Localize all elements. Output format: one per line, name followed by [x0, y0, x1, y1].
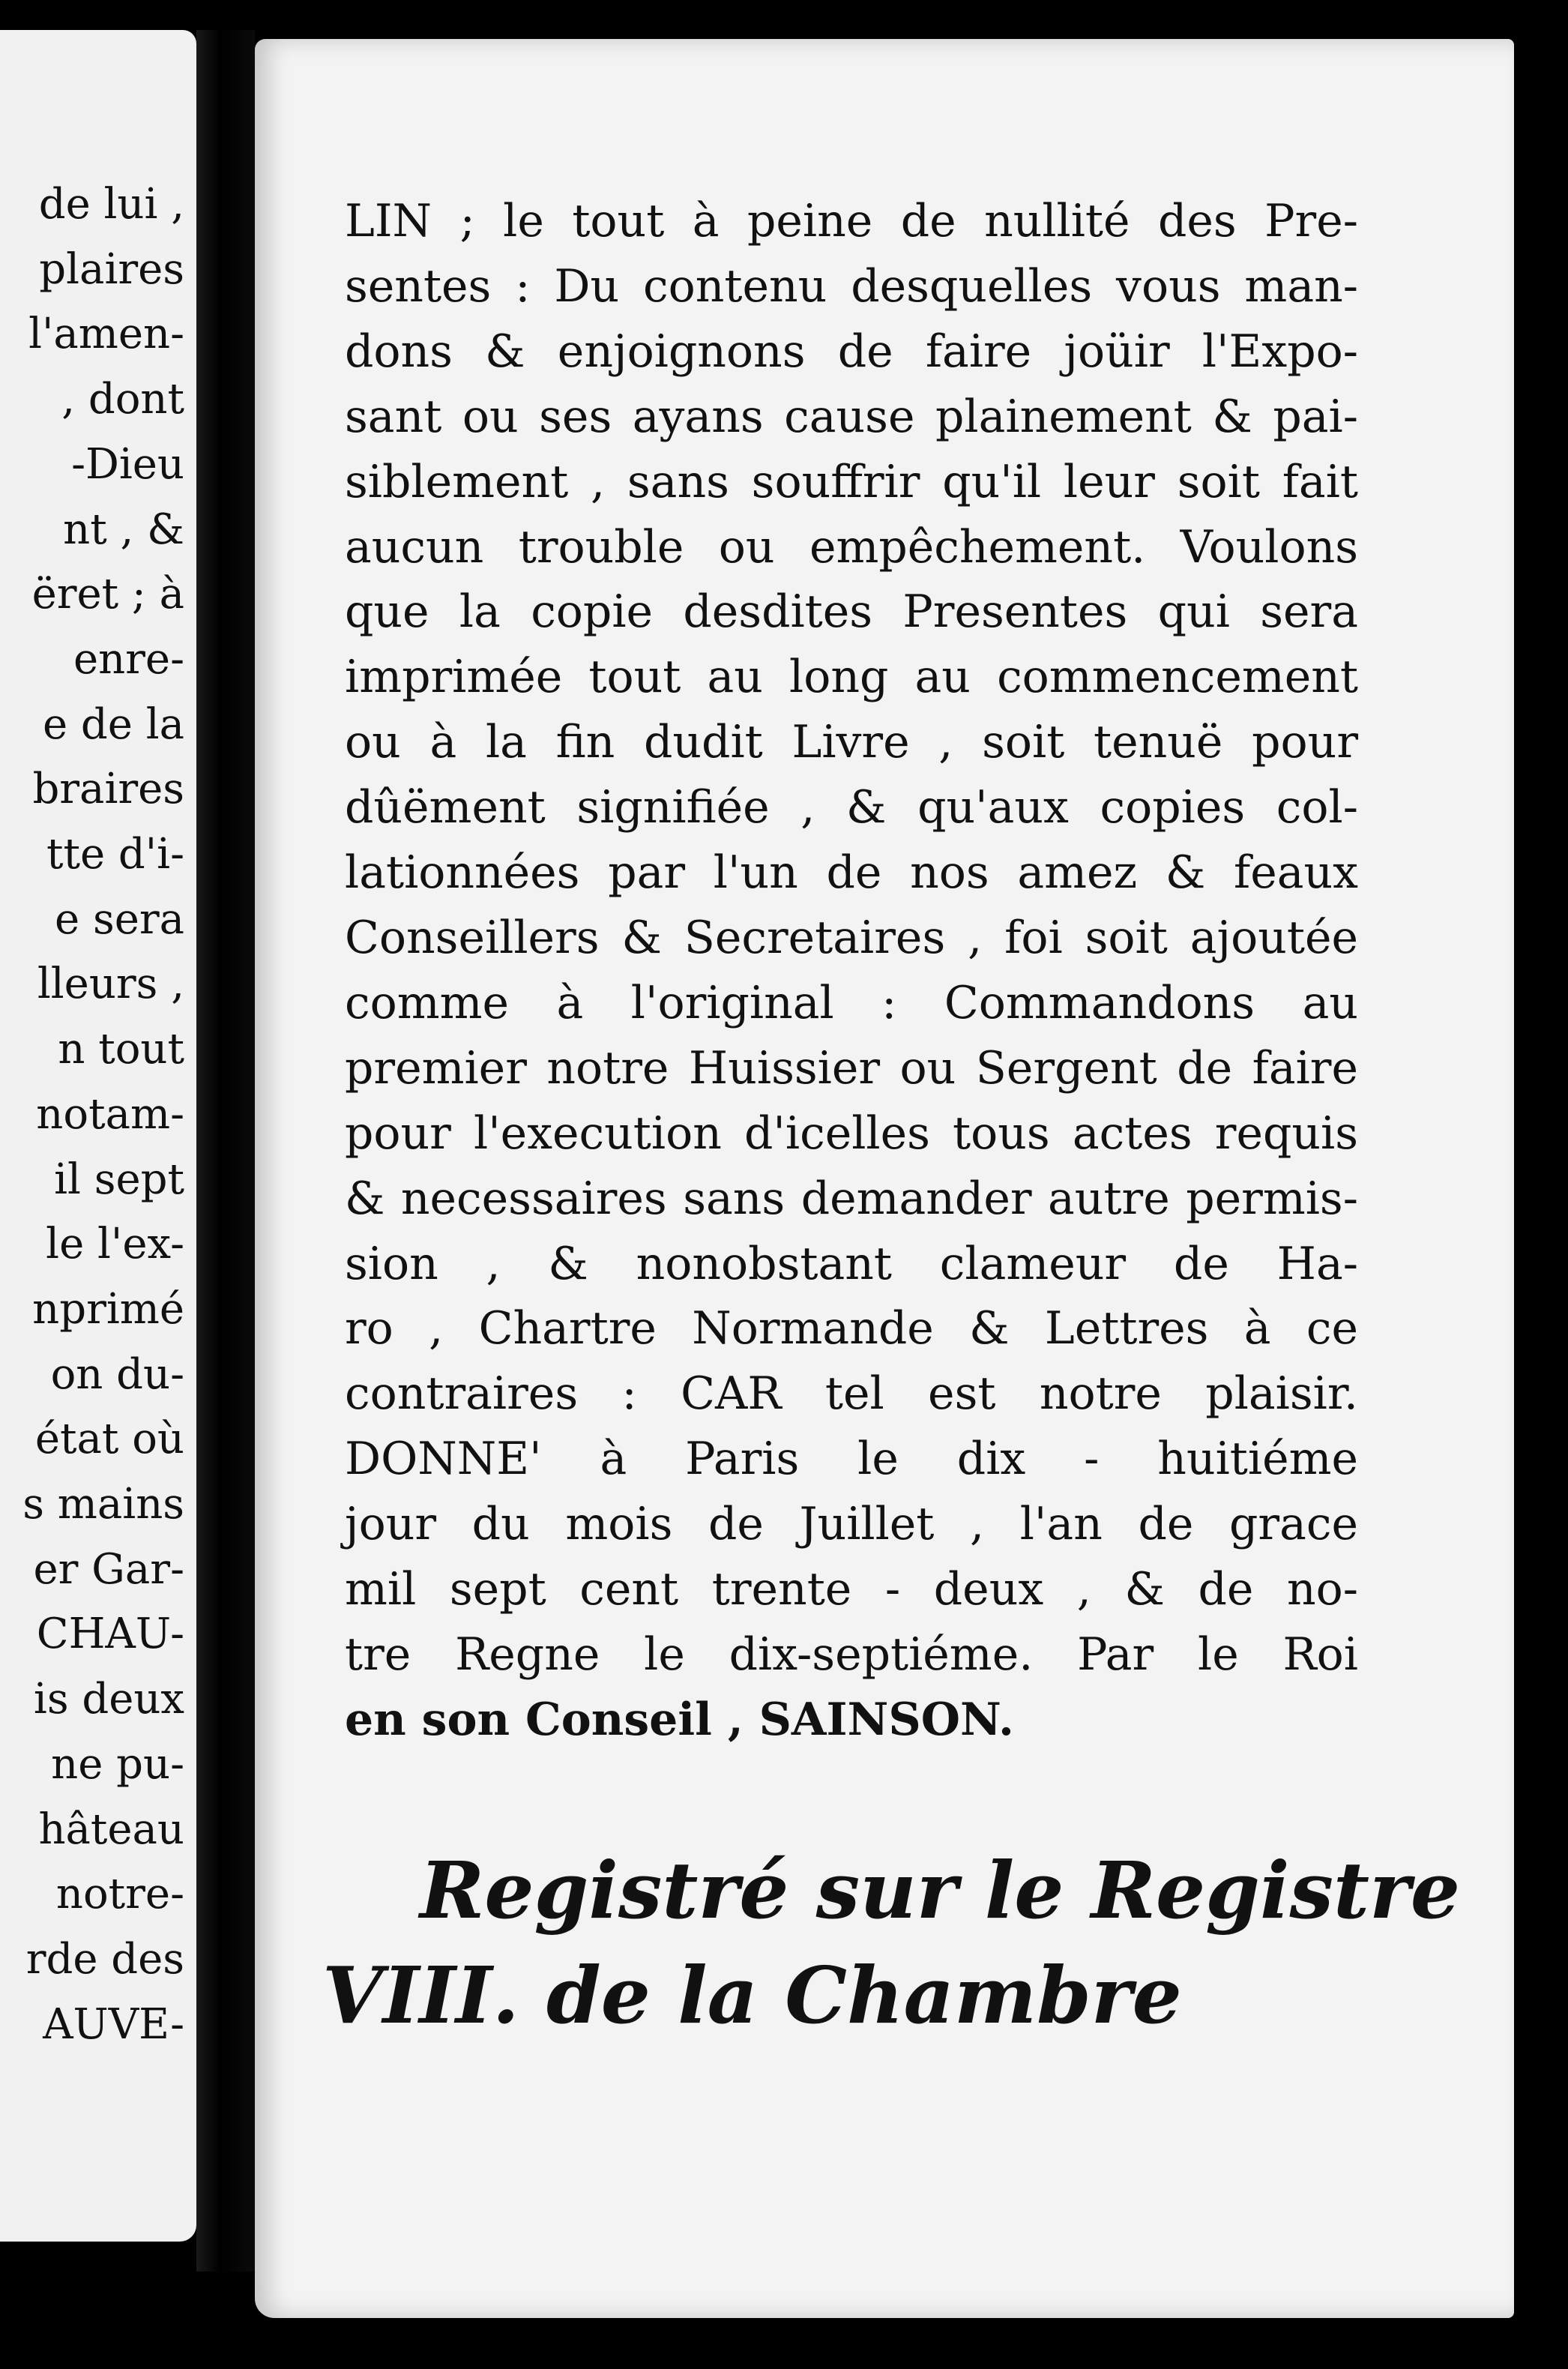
left-page-line: -Dieu — [71, 439, 184, 489]
left-page-line: ëret ; à — [31, 570, 184, 619]
left-page-line: e de la — [42, 699, 184, 749]
left-page-line: rde des — [25, 1934, 184, 1984]
left-page-line: notam- — [36, 1089, 184, 1139]
left-page-line: is deux — [33, 1675, 184, 1724]
left-page-line: braires — [32, 765, 184, 814]
text-line: ou à la fin dudit Livre , soit tenuë pour — [345, 716, 1358, 769]
registration-line: VIII. de la Chambre — [322, 1949, 1182, 2041]
text-line: ro , Chartre Normande & Lettres à ce — [345, 1302, 1358, 1355]
text-line: mil sept cent trente - deux , & de no- — [345, 1563, 1358, 1616]
left-page-line: le l'ex- — [46, 1220, 184, 1269]
left-page-line: CHAU- — [36, 1610, 184, 1659]
text-line: & necessaires sans demander autre permis- — [345, 1172, 1358, 1225]
text-line: jour du mois de Juillet , l'an de grace — [345, 1498, 1358, 1551]
left-page-line: nt , & — [63, 505, 184, 554]
text-line: comme à l'original : Commandons au — [345, 976, 1358, 1029]
left-page-line: enre- — [73, 634, 184, 684]
text-line: sant ou ses ayans cause plainement & pai- — [345, 390, 1358, 443]
left-page-line: lleurs , — [37, 960, 184, 1009]
text-line: contraires : CAR tel est notre plaisir. — [345, 1367, 1358, 1421]
left-page-line: plaires — [39, 244, 184, 294]
text-line: dons & enjoignons de faire joüir l'Expo- — [345, 325, 1358, 378]
left-page-line: tte d'i- — [46, 830, 184, 879]
left-page-line: , dont — [61, 375, 184, 424]
text-line: lationnées par l'un de nos amez & feaux — [345, 846, 1358, 900]
text-line: que la copie desdites Presentes qui sera — [345, 586, 1358, 639]
left-page-line: AUVE- — [43, 1999, 184, 2049]
left-page-line: nprimé — [32, 1284, 184, 1334]
text-line: aucun trouble ou empêchement. Voulons — [345, 520, 1358, 574]
left-page-line: er Gar- — [33, 1544, 184, 1594]
left-page-line: s mains — [22, 1480, 184, 1529]
text-line: sentes : Du contenu desquelles vous man- — [345, 259, 1358, 313]
left-page-line: ne pu- — [51, 1739, 184, 1789]
text-line: tre Regne le dix-septiéme. Par le Roi — [345, 1628, 1358, 1681]
text-line: sion , & nonobstant clameur de Ha- — [345, 1237, 1358, 1290]
text-line: siblement , sans souffrir qu'il leur soit fait — [345, 455, 1358, 508]
left-page-line: e sera — [55, 894, 184, 944]
registration-line: Registré sur le Registre — [420, 1844, 1461, 1936]
text-line: pour l'execution d'icelles tous actes requis — [345, 1107, 1358, 1160]
privilege-text — [345, 189, 1358, 1753]
left-page-line: n tout — [58, 1025, 184, 1074]
text-line: LIN ; le tout à peine de nullité des Pre- — [345, 195, 1358, 247]
text-line: dûëment signifiée , & qu'aux copies col- — [345, 781, 1358, 834]
text-line: DONNE' à Paris le dix - huitiéme — [345, 1433, 1358, 1486]
left-page-line: hâteau — [38, 1804, 184, 1854]
text-line: imprimée tout au long au commencement — [345, 651, 1358, 704]
left-page-line: notre- — [55, 1870, 184, 1919]
right-main-page — [255, 39, 1514, 2318]
left-page-line: de lui , — [38, 180, 184, 229]
text-line: premier notre Huissier ou Sergent de faire — [345, 1041, 1358, 1095]
left-page-line: on du- — [50, 1349, 184, 1399]
left-page-text — [22, 172, 184, 2057]
left-page-line: il sept — [54, 1155, 184, 1204]
closing-signature-line: en son Conseil , SAINSON. — [345, 1693, 1014, 1746]
text-line: Conseillers & Secretaires , foi soit ajoutée — [345, 911, 1358, 964]
registration-note — [322, 1838, 1461, 2048]
left-facing-page — [0, 30, 196, 2242]
left-page-line: l'amen- — [28, 310, 184, 359]
left-page-line: état où — [34, 1415, 184, 1464]
book-gutter — [196, 30, 255, 2272]
